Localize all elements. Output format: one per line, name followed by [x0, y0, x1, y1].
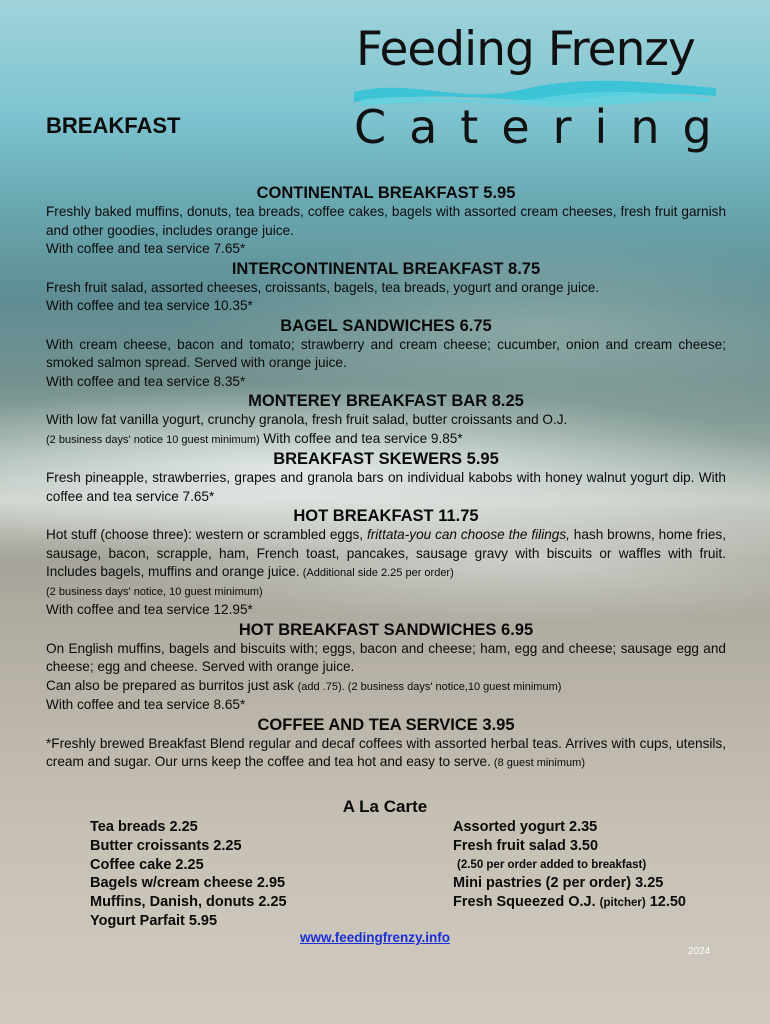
feeding-frenzy-logo: [350, 22, 735, 154]
pitcher-note: (pitcher): [599, 897, 646, 910]
section-description: [46, 526, 726, 620]
description-line: Fresh pineapple, strawberries, grapes and granola bars on individual kabobs with honey walnut yogurt dip. With coffee and tea service 7.65*: [46, 470, 726, 504]
description-line: On English muffins, bagels and biscuits with; eggs, bacon and cheese; ham, egg and cheese; sausage egg and cheese; egg and cheese. Served with orange juice.: [46, 640, 726, 674]
alacarte-item: Butter croissants 2.25: [90, 837, 242, 854]
logo-title: Feeding Frenzy: [356, 22, 695, 77]
section-title: BREAKFAST SKEWERS 5.95: [273, 450, 499, 468]
alacarte-item: Yogurt Parfait 5.95: [90, 912, 218, 929]
section-description: [46, 279, 726, 316]
section-description: [46, 411, 726, 449]
description-line: With coffee and tea service 8.35*: [46, 373, 246, 389]
description-line: With coffee and tea service 12.95*: [46, 602, 253, 617]
description-text: hash browns, home fries, sausage, bacon, scrapple, ham, French toast, pancakes, sausage gravy with biscuits or waffles with fruit. Includes bagels, muffins and orange juice.: [46, 527, 726, 579]
section-title: HOT BREAKFAST 11.75: [293, 507, 479, 525]
section-description: [46, 336, 726, 392]
alacarte-item: Tea breads 2.25: [90, 819, 198, 835]
alacarte-item: Mini pastries (2 per order) 3.25: [453, 875, 664, 892]
alacarte-item: Fresh fruit salad 3.50: [453, 837, 599, 854]
notice-note: (2 business days' notice, 10 guest minimum): [46, 585, 263, 598]
burrito-price-note: (add .75).: [297, 680, 345, 693]
description-line: With low fat vanilla yogurt, crunchy granola, fresh fruit salad, butter croissants and O.J.: [46, 412, 568, 427]
notice-note: (2 business days' notice 10 guest minimum): [46, 433, 260, 446]
section-title: CONTINENTAL BREAKFAST 5.95: [256, 184, 516, 202]
fruit-salad-note: (2.50 per order added to breakfast): [457, 858, 647, 871]
year-label: 2024: [688, 946, 711, 957]
description-line: [46, 677, 726, 697]
guest-minimum-note: (8 guest minimum): [490, 757, 585, 769]
description-line: With coffee and tea service 8.65*: [46, 697, 246, 712]
alacarte-title: A La Carte: [342, 797, 428, 816]
logo-subtitle: Catering: [354, 100, 735, 154]
website-link[interactable]: www.feedingfrenzy.info: [300, 930, 451, 945]
section-description: [46, 469, 726, 506]
alacarte-item: [453, 893, 686, 913]
description-line: Freshly baked muffins, donuts, tea breads, coffee cakes, bagels with assorted cream cheeses, fresh fruit garnish and other goodies, includes orange juice.: [46, 204, 726, 238]
section-title: BAGEL SANDWICHES 6.75: [280, 316, 492, 335]
section-title: COFFEE AND TEA SERVICE 3.95: [257, 715, 515, 734]
notice-note: (2 business days' notice,10 guest minimum): [344, 680, 562, 693]
description-line: With cream cheese, bacon and tomato; strawberry and cream cheese; cucumber, onion and cream cheese; smoked salmon spread. Served with orange juice.: [46, 336, 726, 370]
description-text: Can also be prepared as burritos just ask: [46, 677, 298, 693]
page-title: BREAKFAST: [46, 113, 181, 138]
additional-side-note: (Additional side 2.25 per order): [299, 567, 454, 579]
alacarte-item: Coffee cake 2.25: [90, 856, 204, 873]
description-line: [46, 735, 726, 773]
frittata-note: frittata-you can choose the filings,: [366, 527, 570, 542]
alacarte-right-column: [453, 818, 686, 913]
description-text: *Freshly brewed Breakfast Blend regular and decaf coffees with assorted herbal teas. Arrives with cups, utensils, cream and sugar. Our urns keep the coffee and tea hot and easy to serve.: [46, 735, 726, 769]
description-line: Fresh fruit salad, assorted cheeses, croissants, bagels, tea breads, yogurt and orange juice.: [46, 279, 600, 295]
section-description: [46, 203, 726, 259]
alacarte-item: Muffins, Danish, donuts 2.25: [90, 894, 287, 911]
alacarte-item-name: Fresh Squeezed O.J.: [453, 894, 600, 911]
description-line: With coffee and tea service 10.35*: [46, 298, 253, 313]
description-line: [46, 526, 726, 583]
section-description: [46, 640, 726, 715]
breakfast-menu: [46, 183, 726, 773]
alacarte-item: Bagels w/cream cheese 2.95: [90, 875, 286, 892]
alacarte-item-price: 12.50: [645, 894, 686, 911]
coffee-service-price: With coffee and tea service 9.85*: [259, 430, 463, 446]
description-text: Hot stuff (choose three): western or scrambled eggs,: [46, 527, 367, 542]
description-line: With coffee and tea service 7.65*: [46, 241, 246, 256]
section-title: MONTEREY BREAKFAST BAR 8.25: [248, 392, 524, 410]
section-description: [46, 735, 726, 773]
alacarte-left-column: [90, 818, 287, 931]
section-title: INTERCONTINENTAL BREAKFAST 8.75: [231, 259, 541, 278]
alacarte-item: Assorted yogurt 2.35: [453, 819, 598, 835]
description-line: [46, 430, 726, 450]
section-title: HOT BREAKFAST SANDWICHES 6.95: [238, 620, 534, 639]
